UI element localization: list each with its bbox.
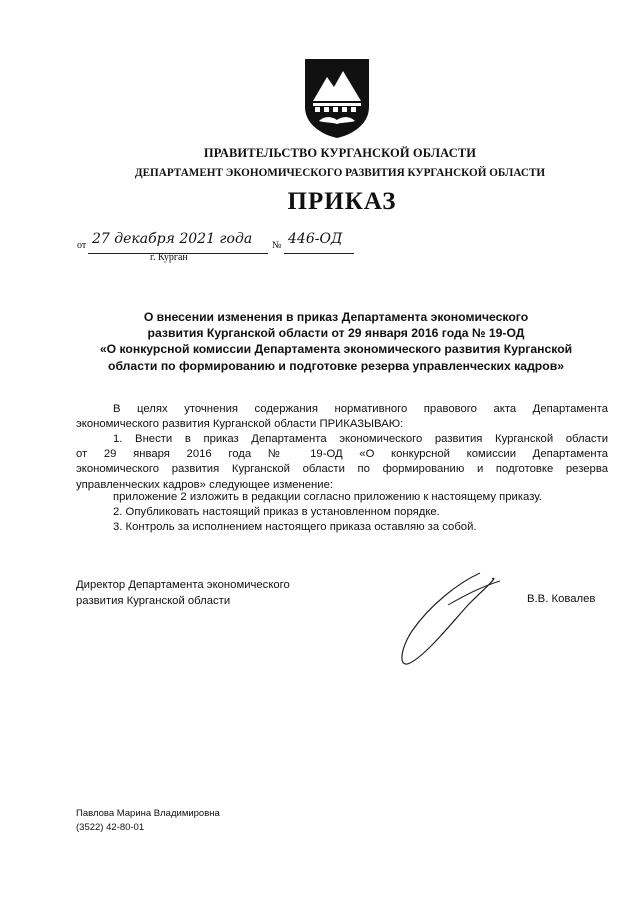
body-paragraph-4: 2. Опубликовать настоящий приказ в установленном порядке.: [113, 506, 440, 518]
executor-info: [76, 807, 220, 835]
text-line: В целях уточнения содержания нормативного правового акта Департамента: [113, 403, 608, 415]
body-paragraph-1: [76, 402, 608, 432]
executor-phone: (3522) 42-80-01: [76, 822, 145, 833]
date-label: от: [77, 240, 87, 251]
heading-line: О внесении изменения в приказ Департамента экономического: [143, 310, 529, 324]
government-title: ПРАВИТЕЛЬСТВО КУРГАНСКОЙ ОБЛАСТИ: [203, 146, 477, 160]
body-paragraph-3: приложение 2 изложить в редакции согласно приложению к настоящему приказу.: [113, 491, 542, 503]
city-label: г. Курган: [150, 252, 188, 263]
body-paragraph-5: 3. Контроль за исполнением настоящего приказа оставляю за собой.: [113, 521, 477, 533]
signer-position: [76, 577, 290, 609]
number-handwritten: 446-ОД: [288, 231, 343, 247]
signer-name: В.В. Ковалев: [527, 593, 596, 605]
text-line: 1. Внести в приказ Департамента экономического развития Курганской области: [113, 433, 608, 445]
department-title: ДЕПАРТАМЕНТ ЭКОНОМИЧЕСКОГО РАЗВИТИЯ КУРГАНСКОЙ ОБЛАСТИ: [134, 167, 546, 179]
heading-line: развития Курганской области от 29 января 2016 года № 19-ОД: [147, 326, 525, 341]
text-line: от 29 января 2016 года № 19-ОД «О конкурсной комиссии Департамента: [76, 448, 608, 461]
text-line: экономического развития Курганской области ПРИКАЗЫВАЮ:: [76, 418, 404, 431]
coat-of-arms-emblem: [303, 57, 371, 139]
signer-position-line: Директор Департамента экономического: [76, 579, 290, 591]
date-handwritten: 27 декабря 2021 года: [92, 231, 253, 247]
text-line: экономического развития Курганской области по формированию и подготовке резерва: [76, 463, 608, 476]
text-line: управленческих кадров» следующее изменение:: [76, 478, 333, 491]
order-heading: [60, 309, 612, 374]
body-paragraph-2: [76, 432, 608, 493]
number-underline: [284, 253, 354, 254]
signer-position-line: развития Курганской области: [76, 595, 231, 607]
number-label: №: [272, 240, 282, 251]
document-type-title: ПРИКАЗ: [287, 188, 397, 215]
handwritten-signature: [388, 565, 508, 675]
heading-line: области по формированию и подготовке резерва управленческих кадров»: [108, 358, 564, 373]
heading-line: «О конкурсной комиссии Департамента экономического развития Курганской: [99, 342, 573, 357]
executor-name: Павлова Марина Владимировна: [76, 808, 220, 819]
